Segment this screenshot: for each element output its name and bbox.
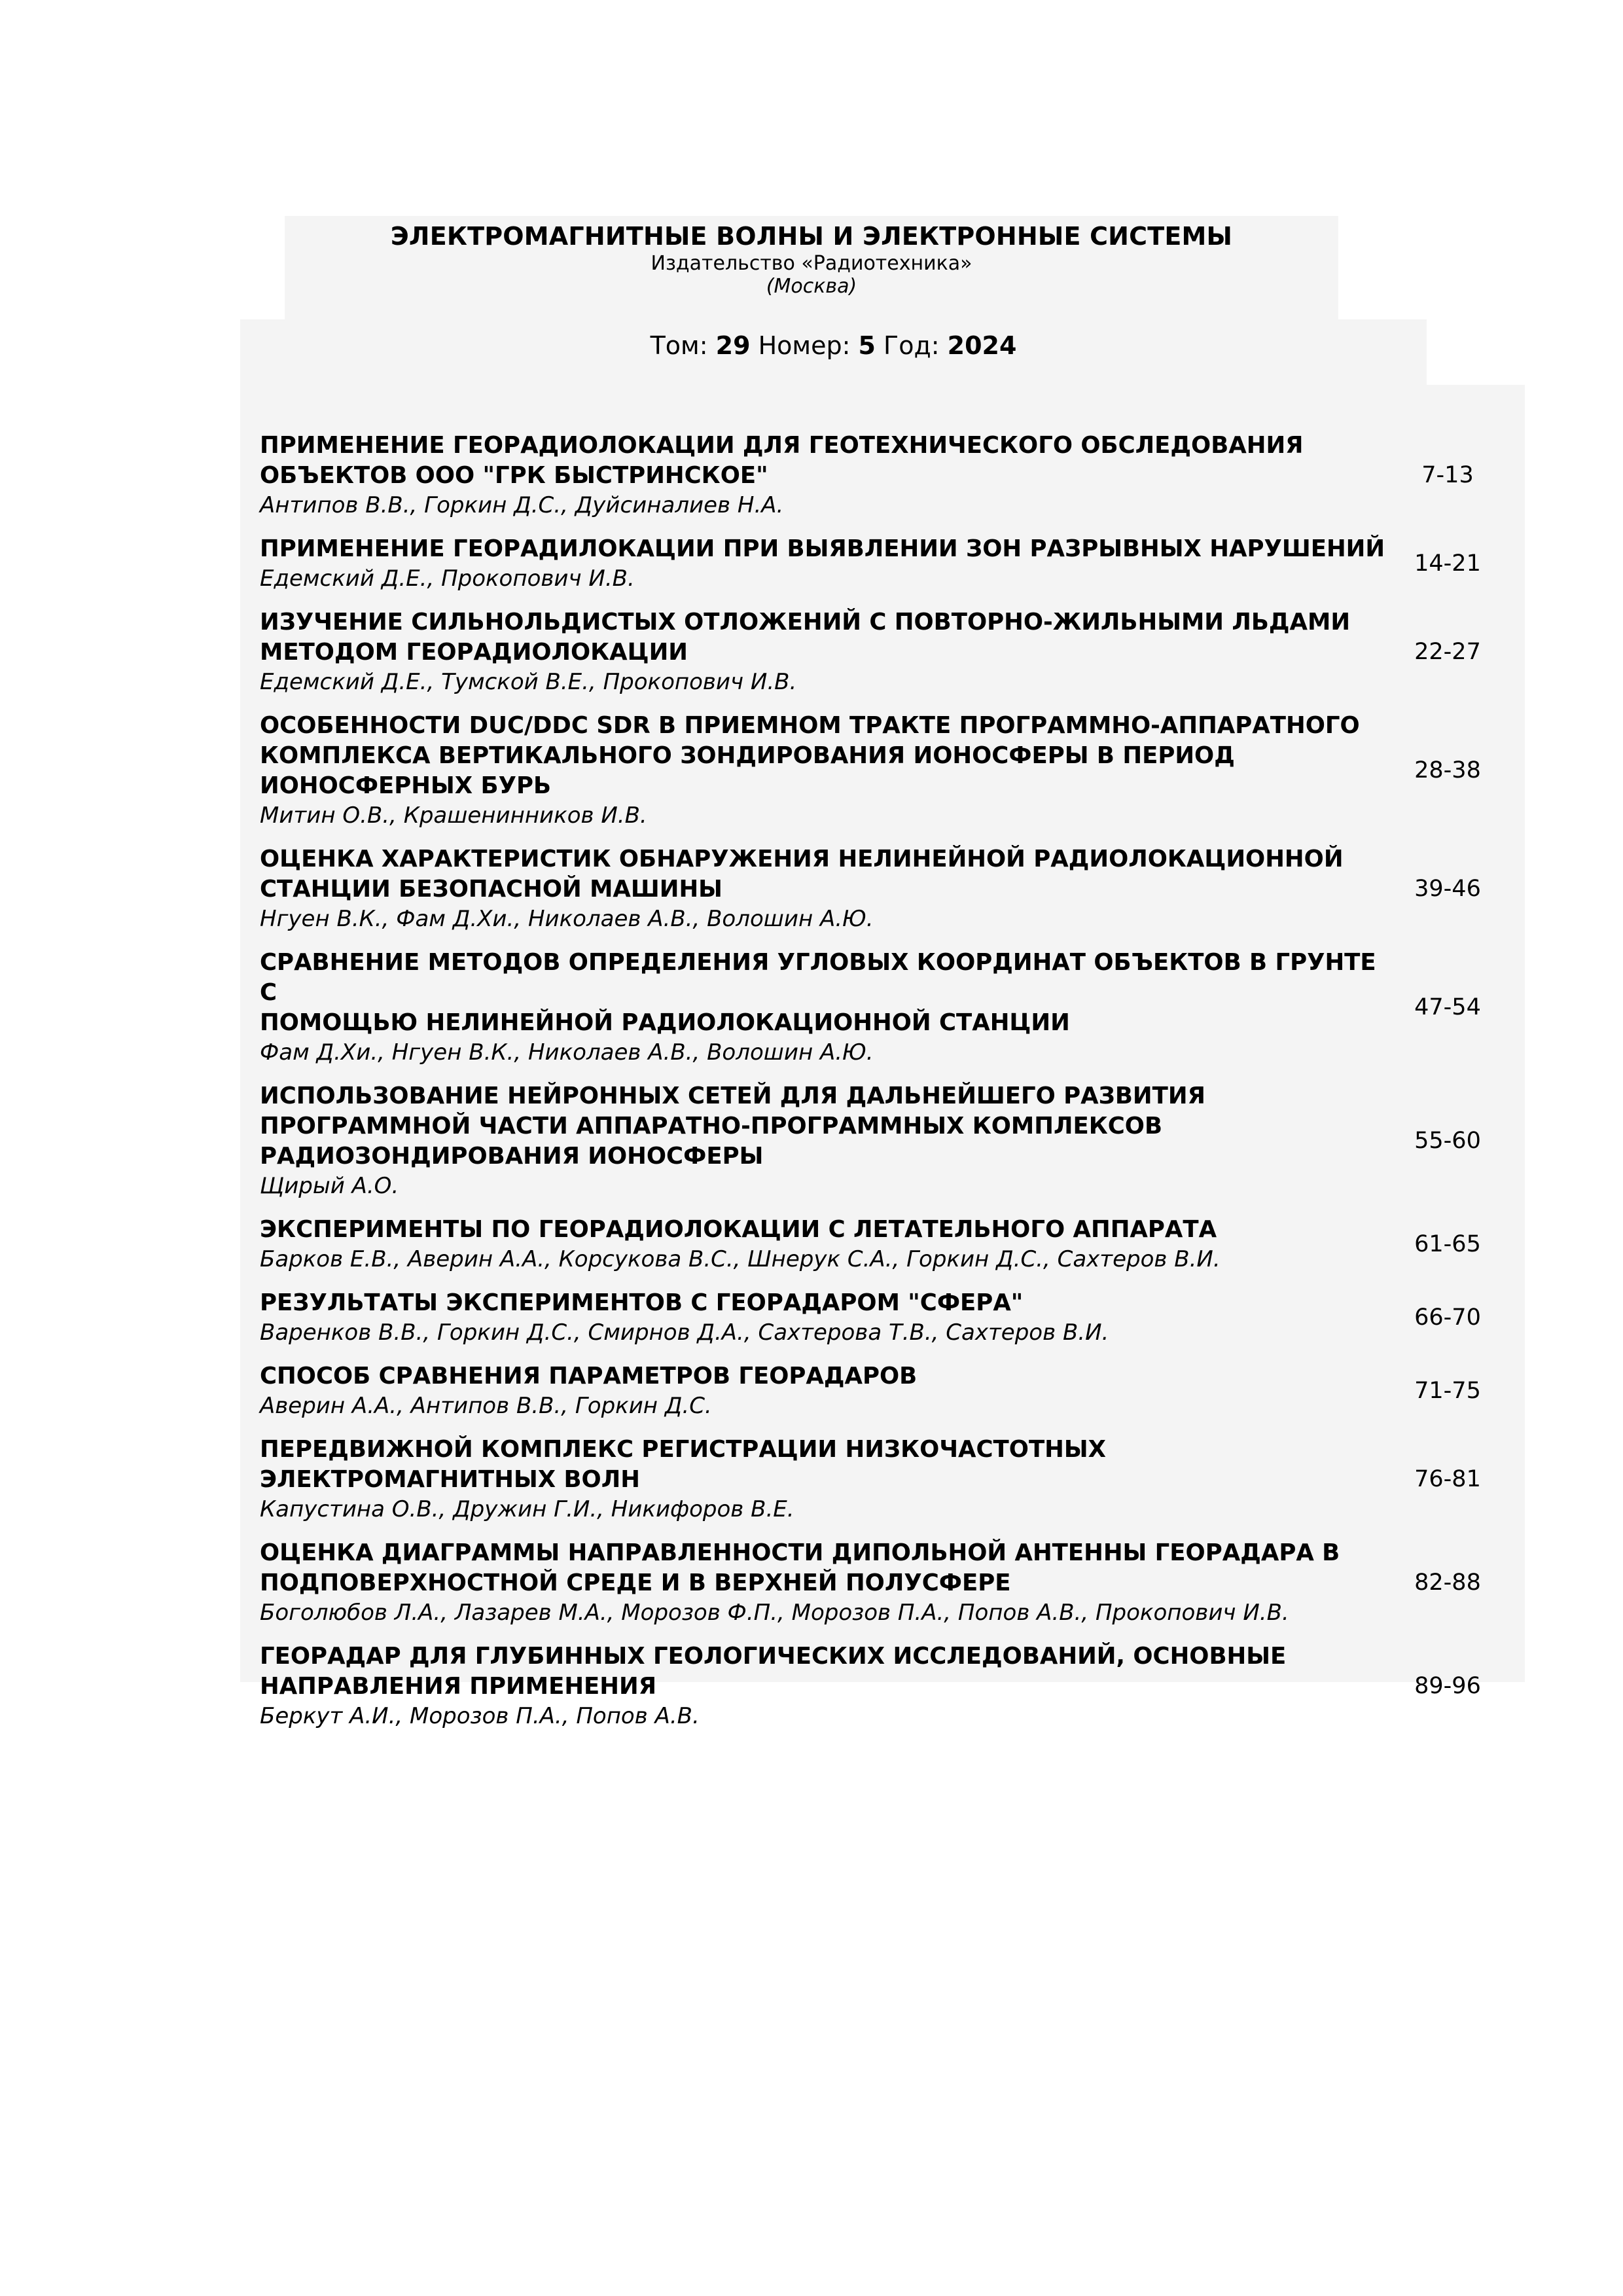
article-title-line[interactable]: ИЗУЧЕНИЕ СИЛЬНОЛЬДИСТЫХ ОТЛОЖЕНИЙ С ПОВТОРНО-ЖИЛЬНЫМИ ЛЬДАМИ: [260, 609, 1351, 636]
publisher-city: (Москва): [766, 275, 857, 298]
article-title-line[interactable]: ИСПОЛЬЗОВАНИЕ НЕЙРОННЫХ СЕТЕЙ ДЛЯ ДАЛЬНЕЙШЕГО РАЗВИТИЯ: [260, 1083, 1205, 1109]
article-authors: Капустина О.В., Дружин Г.И., Никифоров В.Е.: [260, 1496, 794, 1522]
article-authors: Нгуен В.К., Фам Д.Хи., Николаев А.В., Волошин А.Ю.: [260, 906, 874, 932]
toc-entry[interactable]: [260, 1538, 1503, 1627]
article-pages: 66-70: [1414, 1304, 1481, 1331]
article-authors: Митин О.В., Крашенинников И.В.: [260, 802, 647, 829]
article-title-line[interactable]: ОЦЕНКА ДИАГРАММЫ НАПРАВЛЕННОСТИ ДИПОЛЬНОЙ АНТЕННЫ ГЕОРАДАРА В: [260, 1539, 1340, 1566]
article-title-line[interactable]: ОЦЕНКА ХАРАКТЕРИСТИК ОБНАРУЖЕНИЯ НЕЛИНЕЙНОЙ РАДИОЛОКАЦИОННОЙ: [260, 846, 1344, 872]
toc-entry-text: [260, 1215, 1392, 1274]
toc-entry-text: [260, 1435, 1392, 1524]
article-title-line[interactable]: ОСОБЕННОСТИ DUC/DDC SDR В ПРИЕМНОМ ТРАКТЕ ПРОГРАММНО-АППАРАТНОГО: [260, 712, 1360, 739]
volume-label: Том:: [650, 331, 708, 360]
article-pages: 55-60: [1414, 1128, 1481, 1154]
toc-entry-text: [260, 534, 1392, 593]
toc-entry-text: [260, 1361, 1392, 1420]
toc-entry[interactable]: [260, 1215, 1503, 1274]
article-title-line[interactable]: ОБЪЕКТОВ ООО "ГРК БЫСТРИНСКОЕ": [260, 462, 768, 489]
number-label: Номер:: [758, 331, 851, 360]
article-pages: 14-21: [1414, 550, 1481, 577]
article-pages: 71-75: [1414, 1378, 1481, 1404]
issue-info: [240, 319, 1427, 385]
article-pages: 61-65: [1414, 1231, 1481, 1257]
article-pages: 22-27: [1414, 639, 1481, 665]
article-title-line[interactable]: МЕТОДОМ ГЕОРАДИОЛОКАЦИИ: [260, 639, 688, 666]
number-value: 5: [858, 331, 876, 360]
issue-line: [240, 329, 1427, 363]
article-pages: 76-81: [1414, 1466, 1481, 1492]
toc-entry[interactable]: [260, 431, 1503, 520]
toc-entry[interactable]: [260, 1435, 1503, 1524]
publisher: Издательство «Радиотехника»: [651, 252, 972, 275]
toc-entry[interactable]: [260, 1361, 1503, 1420]
article-title-line[interactable]: СТАНЦИИ БЕЗОПАСНОЙ МАШИНЫ: [260, 876, 722, 903]
toc-entry[interactable]: [260, 1288, 1503, 1347]
article-pages: 89-96: [1414, 1673, 1481, 1699]
toc-entry-text: [260, 948, 1392, 1067]
toc-entry[interactable]: [260, 534, 1503, 593]
article-pages: 28-38: [1414, 757, 1481, 783]
article-title-line[interactable]: РЕЗУЛЬТАТЫ ЭКСПЕРИМЕНТОВ С ГЕОРАДАРОМ "СФЕРА": [260, 1289, 1024, 1316]
toc-entry-text: [260, 431, 1392, 520]
toc-entry-text: [260, 711, 1392, 830]
toc-list: [260, 431, 1503, 1745]
article-authors: Барков Е.В., Аверин А.А., Корсукова В.С., Шнерук С.А., Горкин Д.С., Сахтеров В.И.: [260, 1246, 1221, 1272]
toc-entry[interactable]: [260, 711, 1503, 830]
toc-entry[interactable]: [260, 948, 1503, 1067]
article-title-line[interactable]: ИОНОСФЕРНЫХ БУРЬ: [260, 772, 552, 799]
article-pages: 39-46: [1414, 876, 1481, 902]
table-of-contents: [240, 385, 1525, 1729]
article-title-line[interactable]: ПРИМЕНЕНИЕ ГЕОРАДИЛОКАЦИИ ПРИ ВЫЯВЛЕНИИ ЗОН РАЗРЫВНЫХ НАРУШЕНИЙ: [260, 535, 1385, 562]
article-authors: Боголюбов Л.А., Лазарев М.А., Морозов Ф.П., Морозов П.А., Попов А.В., Прокопович И.В.: [260, 1600, 1289, 1626]
journal-header: [285, 216, 1338, 319]
toc-entry[interactable]: [260, 844, 1503, 933]
article-authors: Едемский Д.Е., Тумской В.Е., Прокопович И.В.: [260, 669, 797, 695]
article-title-line[interactable]: РАДИОЗОНДИРОВАНИЯ ИОНОСФЕРЫ: [260, 1143, 764, 1170]
toc-entry-text: [260, 1288, 1392, 1347]
article-title-line[interactable]: ЭЛЕКТРОМАГНИТНЫХ ВОЛН: [260, 1466, 640, 1493]
article-title-line[interactable]: ПЕРЕДВИЖНОЙ КОМПЛЕКС РЕГИСТРАЦИИ НИЗКОЧАСТОТНЫХ: [260, 1436, 1107, 1463]
article-authors: Аверин А.А., Антипов В.В., Горкин Д.С.: [260, 1393, 712, 1419]
year-value: 2024: [947, 331, 1017, 360]
article-authors: Варенков В.В., Горкин Д.С., Смирнов Д.А., Сахтерова Т.В., Сахтеров В.И.: [260, 1319, 1109, 1346]
article-title-line[interactable]: НАПРАВЛЕНИЯ ПРИМЕНЕНИЯ: [260, 1673, 657, 1700]
article-title-line[interactable]: СПОСОБ СРАВНЕНИЯ ПАРАМЕТРОВ ГЕОРАДАРОВ: [260, 1363, 918, 1390]
volume-value: 29: [715, 331, 751, 360]
toc-entry[interactable]: [260, 1081, 1503, 1200]
toc-entry-text: [260, 1538, 1392, 1627]
article-pages: 7-13: [1421, 462, 1474, 488]
toc-entry[interactable]: [260, 1641, 1503, 1731]
article-authors: Антипов В.В., Горкин Д.С., Дуйсиналиев Н.А.: [260, 492, 784, 518]
article-title-line[interactable]: ПОДПОВЕРХНОСТНОЙ СРЕДЕ И В ВЕРХНЕЙ ПОЛУСФЕРЕ: [260, 1570, 1011, 1596]
article-title-line[interactable]: ПРИМЕНЕНИЕ ГЕОРАДИОЛОКАЦИИ ДЛЯ ГЕОТЕХНИЧЕСКОГО ОБСЛЕДОВАНИЯ: [260, 432, 1304, 459]
article-pages: 47-54: [1414, 994, 1481, 1020]
article-title-line[interactable]: ЭКСПЕРИМЕНТЫ ПО ГЕОРАДИОЛОКАЦИИ С ЛЕТАТЕЛЬНОГО АППАРАТА: [260, 1216, 1217, 1243]
toc-entry[interactable]: [260, 607, 1503, 696]
year-label: Год:: [883, 331, 940, 360]
article-title-line[interactable]: ПОМОЩЬЮ НЕЛИНЕЙНОЙ РАДИОЛОКАЦИОННОЙ СТАНЦИИ: [260, 1009, 1070, 1036]
toc-entry-text: [260, 1641, 1392, 1731]
article-authors: Беркут А.И., Морозов П.А., Попов А.В.: [260, 1703, 700, 1729]
journal-title: ЭЛЕКТРОМАГНИТНЫЕ ВОЛНЫ И ЭЛЕКТРОННЫЕ СИСТЕМЫ: [390, 222, 1233, 251]
article-authors: Щирый А.О.: [260, 1173, 399, 1199]
toc-entry-text: [260, 844, 1392, 933]
article-pages: 82-88: [1414, 1570, 1481, 1596]
article-title-line[interactable]: СРАВНЕНИЕ МЕТОДОВ ОПРЕДЕЛЕНИЯ УГЛОВЫХ КООРДИНАТ ОБЪЕКТОВ В ГРУНТЕ С: [260, 949, 1376, 1006]
toc-entry-text: [260, 607, 1392, 696]
article-title-line[interactable]: КОМПЛЕКСА ВЕРТИКАЛЬНОГО ЗОНДИРОВАНИЯ ИОНОСФЕРЫ В ПЕРИОД: [260, 742, 1235, 769]
article-authors: Фам Д.Хи., Нгуен В.К., Николаев А.В., Волошин А.Ю.: [260, 1039, 874, 1066]
article-authors: Едемский Д.Е., Прокопович И.В.: [260, 565, 635, 592]
toc-entry-text: [260, 1081, 1392, 1200]
article-title-line[interactable]: ГЕОРАДАР ДЛЯ ГЛУБИННЫХ ГЕОЛОГИЧЕСКИХ ИССЛЕДОВАНИЙ, ОСНОВНЫЕ: [260, 1643, 1287, 1670]
article-title-line[interactable]: ПРОГРАММНОЙ ЧАСТИ АППАРАТНО-ПРОГРАММНЫХ КОМПЛЕКСОВ: [260, 1113, 1163, 1139]
